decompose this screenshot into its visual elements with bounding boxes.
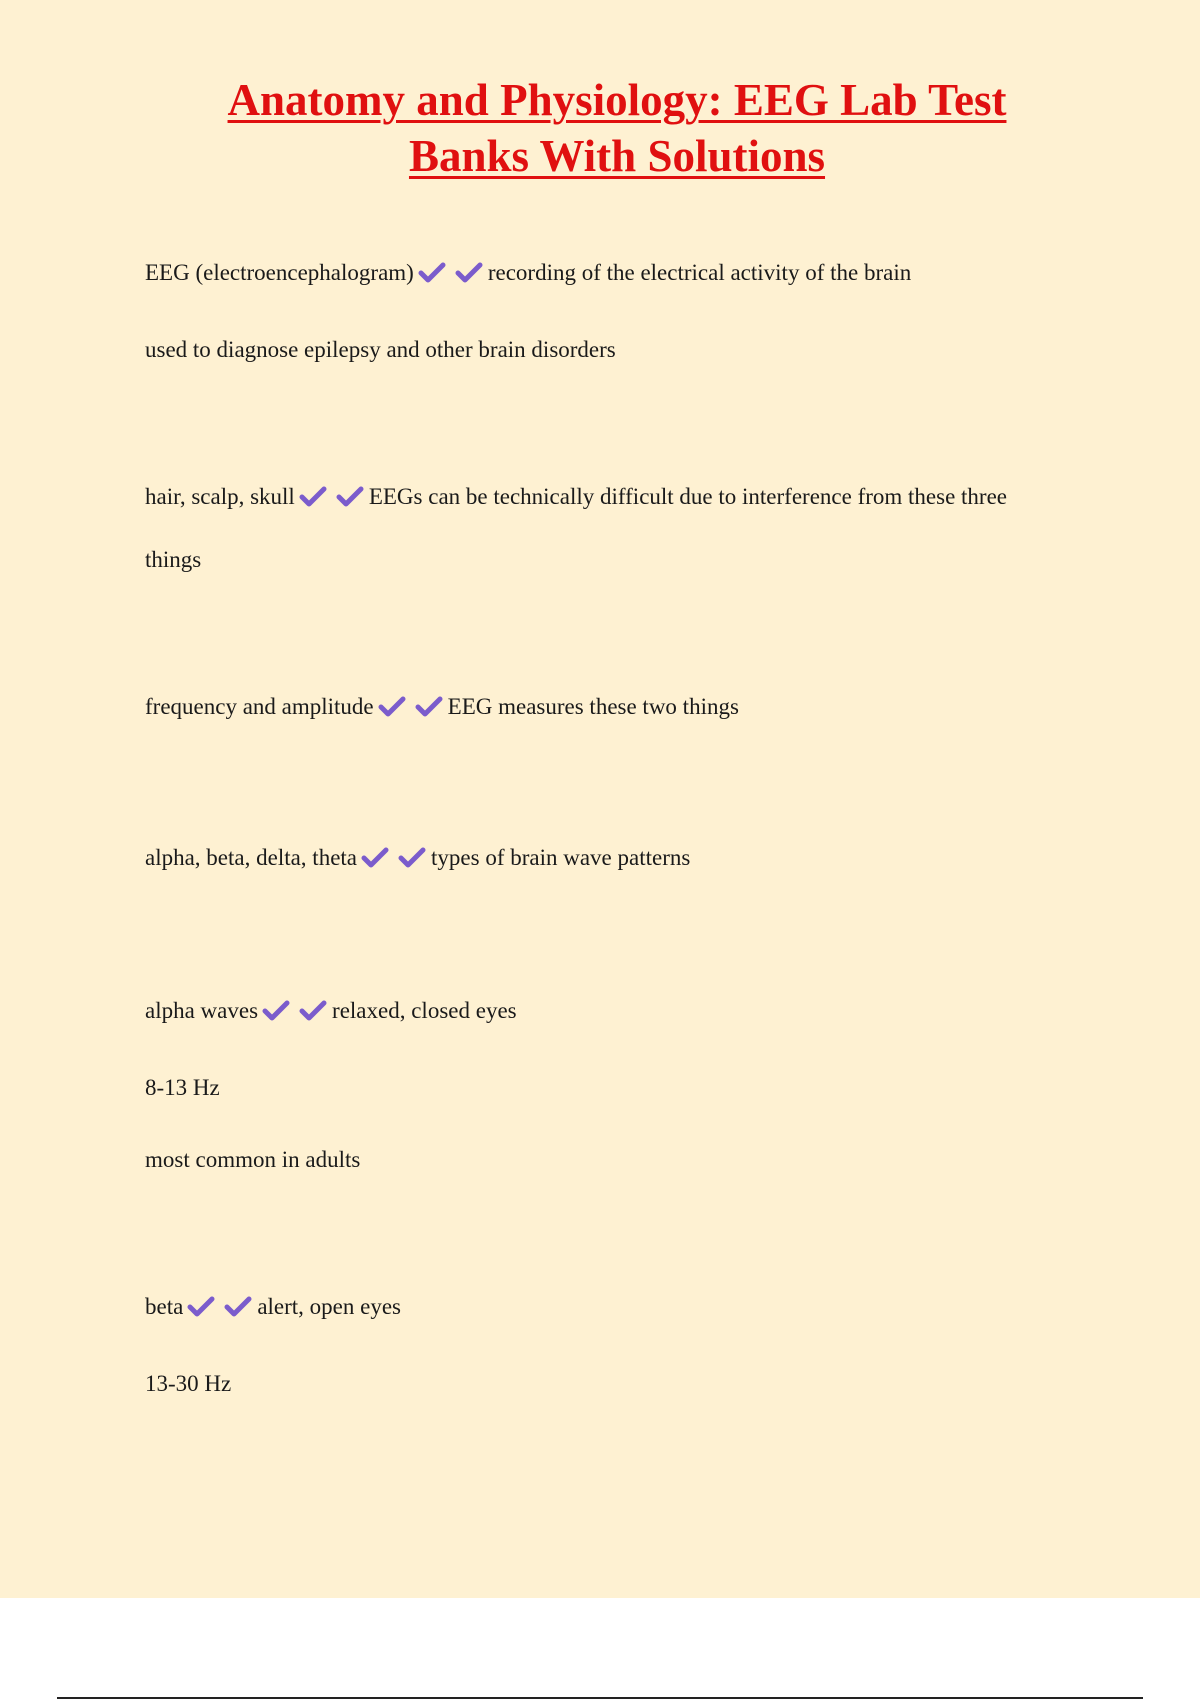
term: beta xyxy=(145,1294,184,1319)
term: frequency and amplitude xyxy=(145,694,374,719)
term: alpha waves xyxy=(145,998,259,1023)
document-title xyxy=(0,72,1200,184)
title-line-2: Banks With Solutions xyxy=(408,131,826,181)
checkmark-icon xyxy=(415,696,443,718)
qa-extra-line: things xyxy=(145,547,202,572)
checkmark-icon xyxy=(361,847,389,869)
term: EEG (electroencephalogram) xyxy=(145,260,414,285)
definition: alert, open eyes xyxy=(257,1294,401,1319)
checkmark-icon xyxy=(187,1296,215,1318)
definition: EEGs can be technically difficult due to interference from these three xyxy=(368,484,1008,509)
checkmark-icon xyxy=(224,1296,252,1318)
checkmark-icon xyxy=(262,1000,290,1022)
definition: relaxed, closed eyes xyxy=(332,998,517,1023)
qa-entry-line xyxy=(145,843,690,873)
qa-extra-line: used to diagnose epilepsy and other brain disorders xyxy=(145,337,616,362)
checkmark-icon xyxy=(378,696,406,718)
qa-extra-line: most common in adults xyxy=(145,1147,361,1172)
checkmark-icon xyxy=(299,1000,327,1022)
qa-entry-line xyxy=(145,1292,401,1322)
definition: recording of the electrical activity of the brain xyxy=(487,260,912,285)
definition: EEG measures these two things xyxy=(447,694,739,719)
title-line-1: Anatomy and Physiology: EEG Lab Test xyxy=(227,75,1007,125)
checkmark-icon xyxy=(299,486,327,508)
term: hair, scalp, skull xyxy=(145,484,295,509)
checkmark-icon xyxy=(336,486,364,508)
qa-extra-line: 8-13 Hz xyxy=(145,1075,220,1100)
page-separator-rule xyxy=(57,1697,1143,1699)
qa-entry-line xyxy=(145,482,1007,512)
checkmark-icon xyxy=(418,262,446,284)
checkmark-icon xyxy=(398,847,426,869)
qa-extra-line: 13-30 Hz xyxy=(145,1371,232,1396)
term: alpha, beta, delta, theta xyxy=(145,845,358,870)
definition: types of brain wave patterns xyxy=(431,845,691,870)
qa-entry-line xyxy=(145,692,739,722)
checkmark-icon xyxy=(455,262,483,284)
qa-entry-line xyxy=(145,996,517,1026)
qa-entry-line xyxy=(145,258,911,288)
